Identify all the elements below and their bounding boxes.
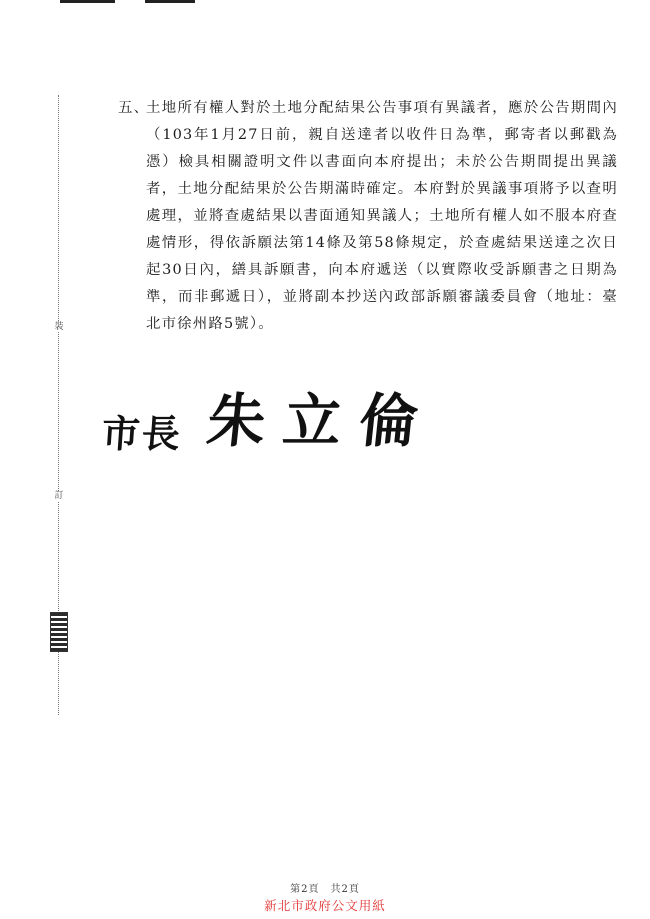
item-number: 五、 (118, 100, 150, 116)
signature-title: 市長 (100, 411, 184, 456)
binding-mark-ding: 訂 (52, 491, 66, 501)
footer-title: 新北市政府公文用紙 (264, 898, 386, 913)
document-body (118, 95, 618, 338)
signature-name: 朱立倫 (203, 387, 440, 455)
mayor-signature (100, 387, 440, 458)
binding-stamp (50, 612, 68, 652)
page-number: 第2頁 共2頁 (290, 884, 360, 895)
binding-mark-zhuang: 裝 (52, 322, 66, 332)
item-text: 土地所有權人對於土地分配結果公告事項有異議者，應於公告期間內（103年1月27日前，親自送達者以收件日為準，郵寄者以郵戳為憑）檢具相關證明文件以書面向本府提出；未於公告期間提出異議者，土地分配結果於公告期滿時確定。本府對於異議事項將予以查明處理，並將查處結果以書面通知異議人；土地所有權人如不服本府查處情形，得依訴願法第14條及第58條規定，於查處結果送達之次日起30日內，繕具訴願書，向本府遞送（以實際收受訴願書之日期為準，而非郵遞日），並將副本抄送內政部訴願審議委員會（地址：臺北市徐州路5號）。 (146, 100, 618, 332)
scan-edge-marks (60, 0, 200, 3)
numbered-item (118, 95, 618, 338)
